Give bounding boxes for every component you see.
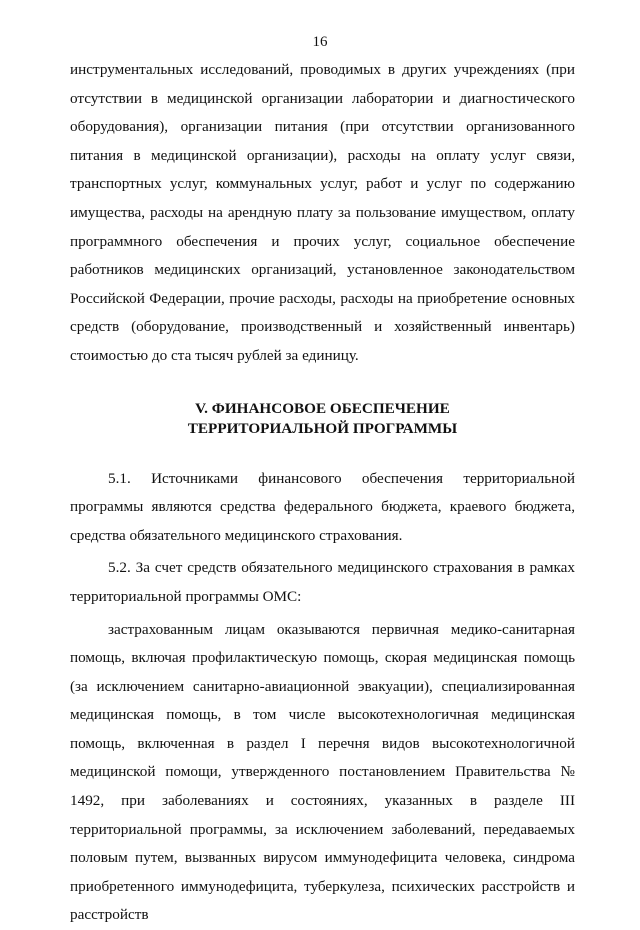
intro-paragraph: инструментальных исследований, проводимых в других учреждениях (при отсутствии в медицинской организации лаборатории и диагностического оборудования), организации питания (при отсутствии организованного питания в медицинской организации), расходы на оплату услуг связи, транспортных услуг, коммунальных услуг, работ и услуг по содержанию имущества, расходы на арендную плату за пользование имуществом, оплату программного обеспечения и прочих услуг, социальное обеспечение работников медицинских организаций, установленное законодательством Российской Федерации, прочие расходы, расходы на приобретение основных средств (оборудование, производственный и хозяйственный инвентарь) стоимостью до ста тысяч рублей за единицу. <box>70 56 575 371</box>
paragraph-5-2: 5.2. За счет средств обязательного медицинского страхования в рамках территориальной программы ОМС: <box>70 554 575 611</box>
paragraph-5-1: 5.1. Источниками финансового обеспечения территориальной программы являются средства федерального бюджета, краевого бюджета, средства обязательного медицинского страхования. <box>70 465 575 551</box>
section-heading <box>70 399 575 439</box>
section-heading-line-1: V. ФИНАНСОВОЕ ОБЕСПЕЧЕНИЕ <box>70 399 575 419</box>
paragraph-insured-persons: застрахованным лицам оказываются первичная медико-санитарная помощь, включая профилактическую помощь, скорая медицинская помощь (за исключением санитарно-авиационной эвакуации), специализированная медицинская помощь, в том числе высокотехнологичная медицинская помощь, включенная в раздел I перечня видов высокотехнологичной медицинской помощи, утвержденного постановлением Правительства № 1492, при заболеваниях и состояниях, указанных в разделе III территориальной программы, за исключением заболеваний, передаваемых половым путем, вызванных вирусом иммунодефицита человека, синдрома приобретенного иммунодефицита, туберкулеза, психических расстройств и расстройств <box>70 616 575 930</box>
section-heading-line-2: ТЕРРИТОРИАЛЬНОЙ ПРОГРАММЫ <box>70 419 575 439</box>
document-body <box>70 56 575 930</box>
page-number: 16 <box>0 34 640 51</box>
